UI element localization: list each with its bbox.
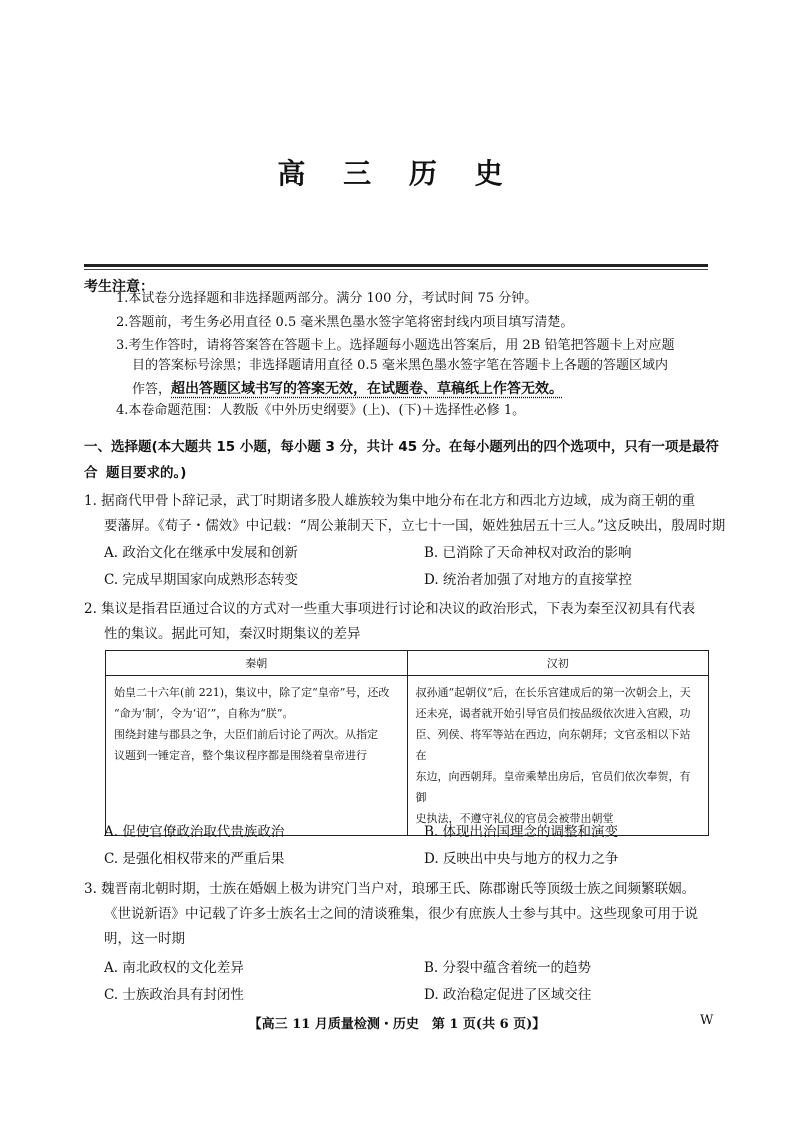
notice-item-3-tail: 作答， [132,382,172,397]
q1-stem: 1. 据商代甲骨卜辞记录，武丁时期诸多股人雄族较为集中地分布在北方和西北方边域，成为商王朝的重 [84,493,696,509]
q1-stem-cont: 要藩屏。《荀子・儒效》中记载：“周公兼制天下，立七十一国，姬姓独居五十三人。”这反映出，殷周时期 [104,518,726,534]
han-line-1: 叔孙通“起朝仪”后，在长乐宫建成后的第一次朝会上，天 [415,686,691,699]
notice-heading: 考生注意： [84,279,154,295]
notice-item-3-cont2 [132,378,762,401]
q2-stem-cont: 性的集议。据此可知，秦汉时期集议的差异 [104,626,361,642]
q2-stem: 2. 集议是指君臣通过合议的方式对一些重大事项进行讨论和决议的政治形式，下表为秦至汉初具有代表 [84,601,696,617]
section1-instructions-cont: 题目要求的。) [106,465,187,481]
section1-instructions: 一、选择题(本大题共 15 小题，每小题 3 分，共计 45 分。在每小题列出的四个选项中，只有一项是最符合 [84,439,719,481]
han-line-2: 还未亮，谒者就开始引导官员们按品级依次进入宫殿，功 [415,707,691,720]
han-line-5: 史执法，不遵守礼仪的官员会被带出朝堂 [415,812,614,825]
q1-option-c: C. 完成早期国家向成熟形态转变 [104,572,298,588]
q2-option-c: C. 是强化相权带来的严重后果 [104,851,285,867]
page-footer: 【高三 11 月质量检测・历史 第 1 页(共 6 页)】 [248,1017,546,1032]
table-header-qin: 秦朝 [106,651,408,676]
q2-option-a: A. 促使官僚政治取代贵族政治 [104,824,285,840]
table-header-row [106,651,709,676]
qin-line-1: 始皇二十六年(前 221)，集议中，除了定“皇帝”号，还改 [114,686,390,699]
q3-stem-cont: 《世说新语》中记载了许多士族名士之间的清谈雅集，很少有庶族人士参与其中。这些现象可用于说 [104,906,698,922]
q2-option-b: B. 体现出治国理念的调整和演变 [424,824,619,840]
q1-option-a: A. 政治文化在继承中发展和创新 [104,545,298,561]
notice-item-3: 3.考生作答时，请将答案答在答题卡上。选择题每小题选出答案后，用 2B 铅笔把答题卡上对应题 [116,338,675,353]
q3-stem: 3. 魏晋南北朝时期，士族在婚姻上极为讲究门当户对，琅琊王氏、陈郡谢氏等顶级士族之间频繁联姻。 [84,881,696,897]
q3-option-a: A. 南北政权的文化差异 [104,960,244,976]
q1-option-d: D. 统治者加强了对地方的直接掌控 [424,572,632,588]
notice-item-2: 2.答题前，考生务必用直径 0.5 毫米黑色墨水签字笔将密封线内项目填写清楚。 [116,315,574,330]
han-line-4: 东边，向西朝拜。皇帝乘辇出房后，官员们依次奉贺，有御 [415,770,691,804]
q3-option-c: C. 士族政治具有封闭性 [104,987,244,1003]
header-rule-thick [84,264,708,267]
table-cell-han [407,676,709,836]
q3-option-d: D. 政治稳定促进了区域交往 [424,987,592,1003]
table-cell-qin [106,676,408,836]
q3-option-b: B. 分裂中蕴含着统一的趋势 [424,960,592,976]
notice-item-1: 1.本试卷分选择题和非选择题两部分。满分 100 分，考试时间 75 分钟。 [116,291,538,306]
table-header-han: 汉初 [407,651,709,676]
q2-table [105,650,709,836]
notice-item-3-cont: 目的答案标号涂黑；非选择题请用直径 0.5 毫米黑色墨水签字笔在答题卡上各题的答题区域内 [132,358,668,373]
qin-line-4: 议题到一锤定音，整个集议程序都是围绕着皇帝进行 [114,749,367,762]
q1-option-b: B. 已消除了天命神权对政治的影响 [424,545,632,561]
table-row [106,676,709,836]
qin-line-2: “命为‘制’，令为‘诏’”，自称为“朕”。 [114,707,294,720]
page-title: 高 三 历 史 [277,157,517,190]
footer-mark: W [700,1013,714,1028]
q3-stem-cont2: 明，这一时期 [104,931,185,947]
han-line-3: 臣、列侯、将军等站在西边，向东朝拜；文官丞相以下站在 [415,728,691,762]
notice-emphasis: 超出答题区域书写的答案无效，在试题卷、草稿纸上作答无效。 [171,381,564,397]
qin-line-3: 围绕封建与郡县之争，大臣们前后讨论了两次。从指定 [114,728,378,741]
header-rule-thin [84,269,708,270]
notice-item-4: 4.本卷命题范围：人教版《中外历史纲要》(上)、(下)＋选择性必修 1。 [116,403,526,418]
q2-option-d: D. 反映出中央与地方的权力之争 [424,851,619,867]
